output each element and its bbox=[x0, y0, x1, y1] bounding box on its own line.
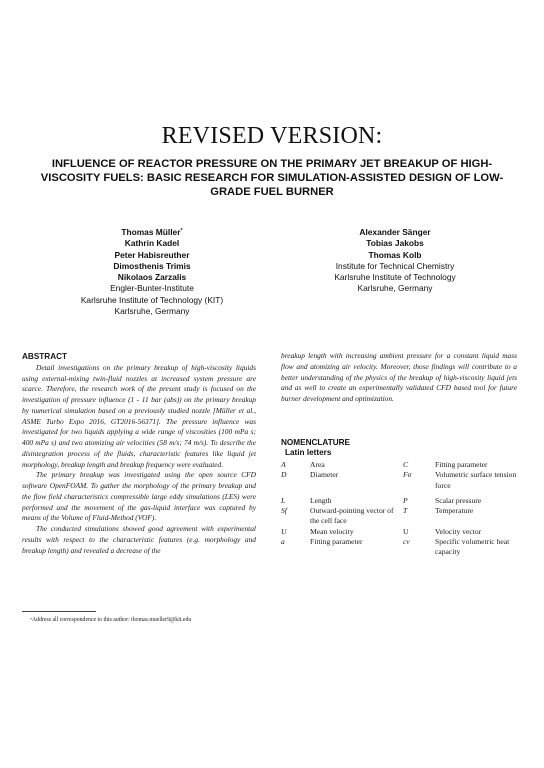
revised-version-header: REVISED VERSION: bbox=[161, 123, 383, 149]
nomenclature-row: A Area C Fitting parameter bbox=[281, 460, 488, 469]
affiliation-line: Karlsruhe, Germany bbox=[114, 306, 190, 317]
nomenclature-section bbox=[281, 438, 525, 558]
affiliation-line: Institute for Technical Chemistry bbox=[335, 260, 455, 271]
latin-letters-subheading: Latin letters bbox=[285, 448, 332, 457]
abstract-paragraph: The primary breakup was investigated using the open source CFD software OpenFOAM. To gather the morphology of the primary breakup and the flow field characteristics compressible large eddy simulations (LES) were performed and the movement of the gas-liquid interface was captured by means of the Volume of Fluid-Method (VOF). bbox=[22, 470, 256, 523]
author-name: Thomas Kolb bbox=[368, 249, 422, 260]
affiliation-line: Karlsruhe Institute of Technology (KIT) bbox=[80, 294, 224, 305]
affiliation-line: Karlsruhe, Germany bbox=[357, 283, 433, 294]
abstract-paragraph: Detail investigations on the primary breakup of high-viscosity liquids using external-mixing twin-fluid nozzles at increased system pressure are scarce. Therefore, the research work of the present study is focused on the investigation of pressure influence (1 - 11 bar (abs)) on the primary breakup by numerical simulation based on a previously studied nozzle [Müller et al., ASME Turbo Expo 2016, GT2016-56371]. The pressure influence was investigated for two liquids applying a wide range of viscosities (100 mPa s; 400 mPa s) and two atomizing air velocities (58 m/s; 74 m/s). To describe the disintegration process of the fluids, characteristic features like liquid jet morphology, breakup length and breakup frequency were evaluated. bbox=[22, 362, 256, 469]
author-name: Kathrin Kadel bbox=[124, 238, 180, 249]
nomenclature-row: L Length P Scalar pressure bbox=[281, 495, 482, 505]
author-name: Alexander Sänger bbox=[359, 227, 431, 237]
author-name: Peter Habisreuther bbox=[114, 249, 190, 260]
authors-left bbox=[52, 227, 252, 317]
nomenclature-row: Sf Outward-pointing vector of the cell face T Temperature bbox=[281, 506, 474, 526]
abstract-heading: ABSTRACT bbox=[22, 352, 68, 361]
author-name: Dimosthenis Trimis bbox=[113, 260, 191, 271]
nomenclature-heading: NOMENCLATURE bbox=[281, 438, 350, 447]
nomenclature-row: U Mean velocity U Velocity vector bbox=[281, 526, 482, 536]
footnote-rule bbox=[22, 611, 96, 612]
abstract-column bbox=[22, 352, 256, 556]
nomenclature-table bbox=[281, 460, 525, 558]
author-name: Nikolaos Zarzalis bbox=[117, 272, 187, 283]
nomenclature-row: a Fitting parameter cv Specific volumetric heat capacity bbox=[281, 537, 510, 557]
paper-title: INFLUENCE OF REACTOR PRESSURE ON THE PRIMARY JET BREAKUP OF HIGH-VISCOSITY FUELS: BASIC RESEARCH FOR SIMULATION-ASSISTED DESIGN OF LOW-GRADE FUEL BURNER bbox=[40, 158, 504, 198]
abstract-continuation bbox=[281, 351, 517, 405]
affiliation-line: Karlsruhe Institute of Technology bbox=[334, 272, 456, 283]
affiliation-line: Engler-Bunter-Institute bbox=[110, 283, 194, 294]
correspondence-footnote: *Address all correspondence to this author: thomas.mueller9@kit.edu bbox=[30, 617, 192, 623]
abstract-paragraph: breakup length with increasing ambient pressure for a constant liquid mass flow and atomizing air velocity. Moreover, those findings will contribute to a better understanding of the physics of the breakup of high-viscosity liquid jets and as well to create an experimentally validated CFD based tool for future burner development and optimization. bbox=[281, 351, 517, 403]
authors-right bbox=[290, 227, 500, 295]
author-name: Tobias Jakobs bbox=[366, 238, 424, 249]
nomenclature-row: D Diameter Fσ Volumetric surface tension force bbox=[281, 470, 517, 490]
abstract-paragraph: The conducted simulations showed good agreement with experimental results with respect to the characteristic features (e.g. morphology and breakup length) and revealed a decrease of the bbox=[22, 524, 256, 555]
author-name: Thomas Müller* bbox=[121, 227, 183, 237]
